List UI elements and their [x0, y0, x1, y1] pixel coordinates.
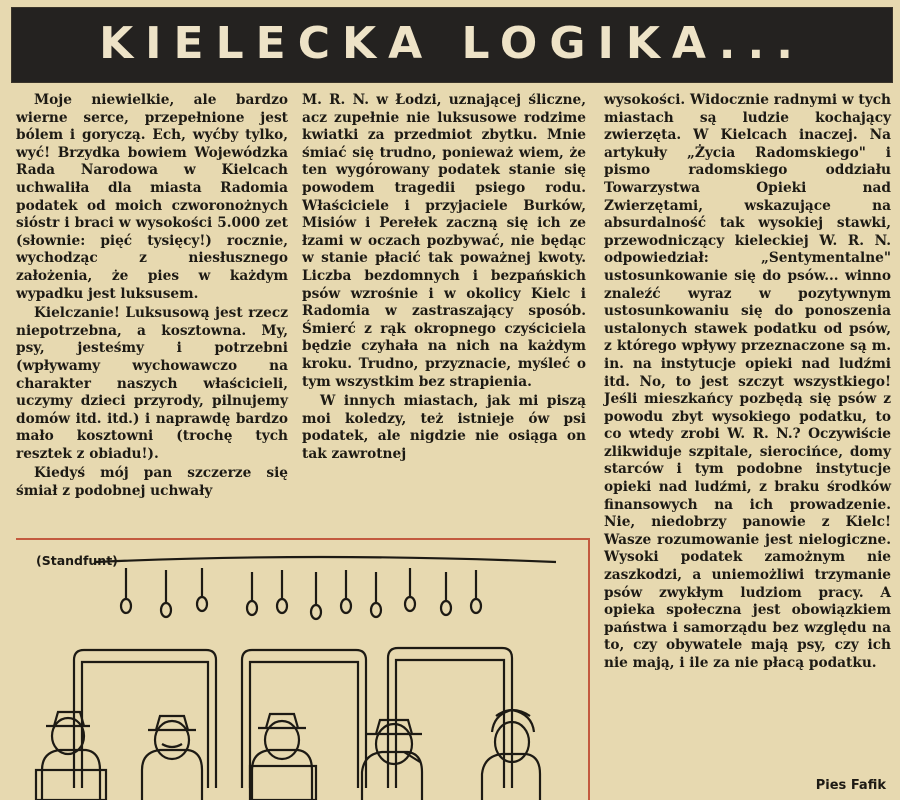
- cartoon-caption: (Standfunt): [36, 553, 118, 568]
- text-column-2: [302, 92, 586, 463]
- text-column-1: [16, 92, 288, 501]
- article-title: KIELECKA LOGIKA...: [99, 18, 805, 69]
- cartoon-frame-right: [588, 538, 590, 800]
- paragraph: wysokości. Widocznie radnymi w tych miastach są ludzie kochający zwierzęta. W Kielcach inaczej. Na artykuły „Życia Radomskiego" i pismo radomskiego oddziału Towarzystwa Opieki nad Zwierzętami, wskazujące na absurdalność tak wysokiej stawki, przewodniczący kieleckiej W. R. N. odpowiedział: „Sentymentalne" ustosunkowanie się do psów... winno znaleźć wyraz w pozytywnym ustosunkowaniu się do ponoszenia ustalonych stawek podatku od psów, z którego wpływy przeznaczone są m. in. na instytucje opieki nad ludźmi itd. No, to jest szczyt wszystkiego! Jeśli mieszkańcy pozbędą się psów z powodu zbyt wysokiego podatku, to co wtedy zrobi W. R. N.? Oczywiście zlikwiduje szpitale, sierocińce, domy starców i tym podobne instytucje opieki nad ludźmi, z braku środków finansowych na ich prowadzenie. Nie, niedobrzy panowie z Kielc! Wasze rozumowanie jest nielogiczne. Wysoki podatek zamożnym nie zaszkodzi, a uniemożliwi trzymanie psów zwykłym ludziom pracy. A opieka społeczna jest obowiązkiem państwa i samorządu bez względu na to, czy obywatele mają psy, czy ich nie mają, i ile za nie płacą podatku.: [604, 92, 891, 671]
- paragraph: Kielczanie! Luksusową jest rzecz niepotrzebna, a kosztowna. My, psy, jesteśmy i potrzebni (wpływamy wychowawczo na charakter naszych właścicieli, uczymy dzieci przyrody, pilnujemy domów itd. itd.) i naprawdę bardzo mało kosztowni (trochę tych resztek z obiadu!).: [16, 305, 288, 462]
- paragraph: M. R. N. w Łodzi, uznającej śliczne, acz zupełnie nie luksusowe rodzime kwiatki za przedmiot zbytku. Mnie śmiać się trudno, ponieważ wiem, że ten wygórowany podatek stanie się powodem tragedii psiego rodu. Właściciele i przyjaciele Burków, Misiów i Perełek zaczną się ich ze łzami w oczach pozbywać, nie będąc w stanie płacić tak poważnej kwoty. Liczba bezdomnych i bezpańskich psów wzrośnie i w okolicy Kielc i Radomia w zastraszający sposób. Śmierć z rąk okropnego czyściciela będzie czyhała na nich na każdym kroku. Trudno, przyznacie, myśleć o tym wszystkim bez strapienia.: [302, 92, 586, 390]
- paragraph: Kiedyś mój pan szczerze się śmiał z podobnej uchwały: [16, 465, 288, 500]
- headline-banner: [12, 8, 892, 82]
- author-signature: Pies Fafik: [815, 778, 886, 793]
- text-column-3: [604, 92, 891, 673]
- cartoon-illustration: [16, 538, 586, 800]
- paragraph: W innych miastach, jak mi piszą moi koledzy, też istnieje ów psi podatek, ale nigdzie nie osiąga on tak zawrotnej: [302, 393, 586, 462]
- paragraph: Moje niewielkie, ale bardzo wierne serce, przepełnione jest bólem i goryczą. Ech, wyćby tylko, wyć! Brzydka bowiem Wojewódzka Rada Narodowa w Kielcach uchwaliła dla miasta Radomia podatek od moich czworonożnych sióstr i braci w wysokości 5.000 zet (słownie: pięć tysięcy!) rocznie, wychodząc z niesłusznego założenia, że pies w każdym wypadku jest luksusem.: [16, 92, 288, 302]
